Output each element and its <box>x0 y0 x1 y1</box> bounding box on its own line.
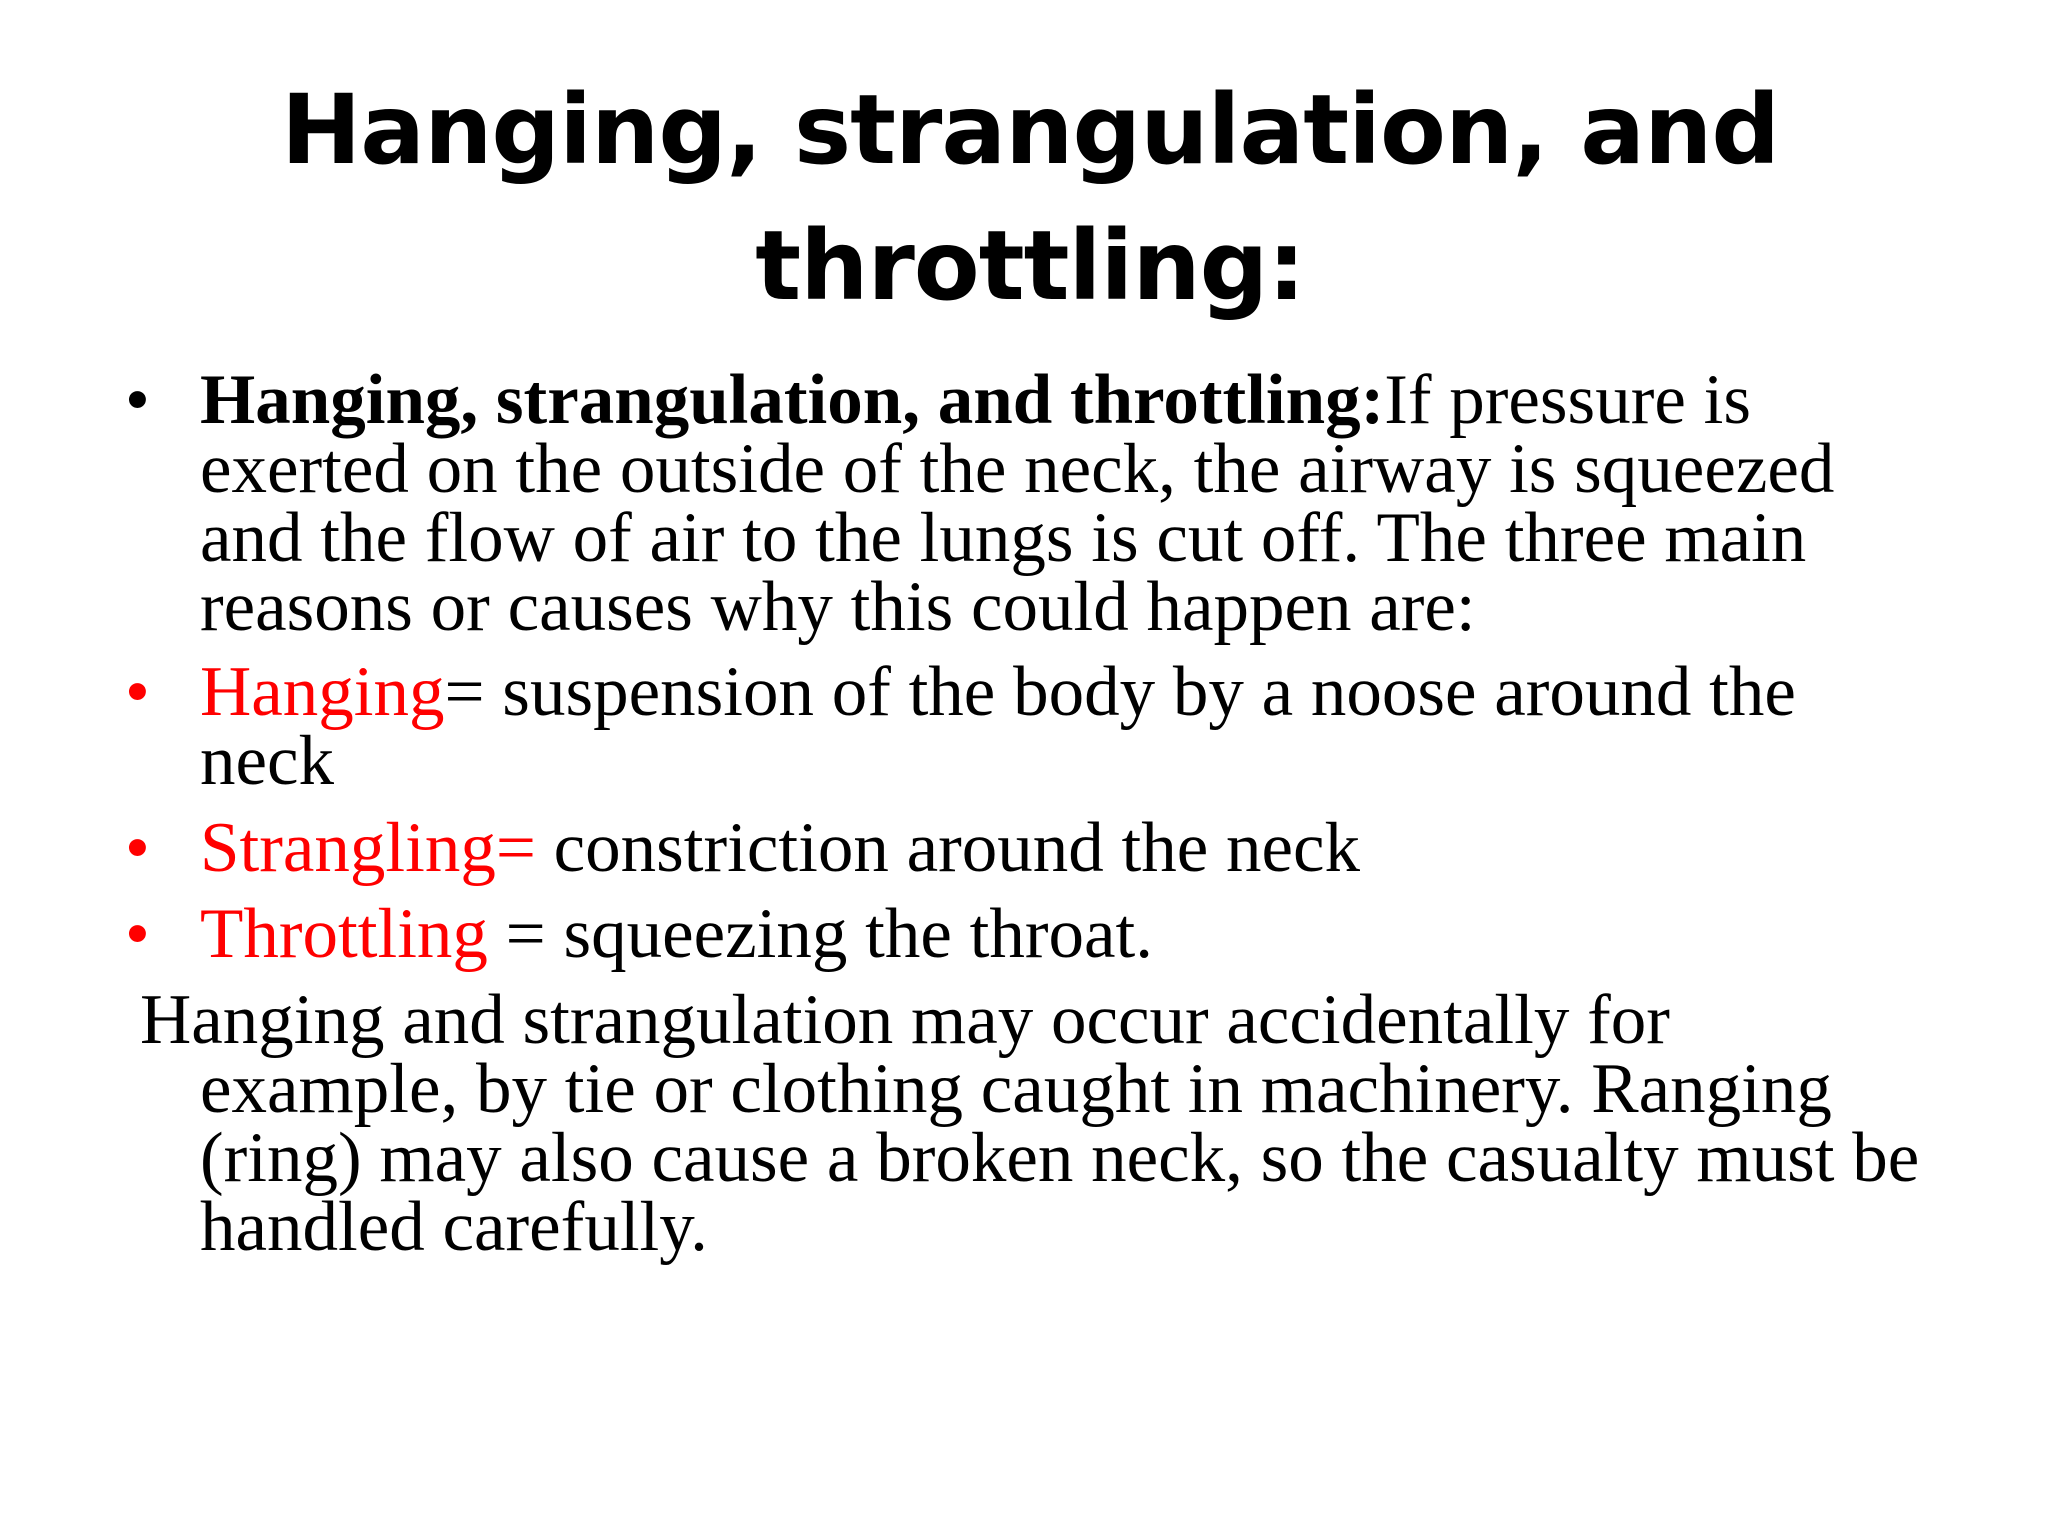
strangling-term: Strangling= <box>200 809 536 887</box>
strangling-definition: constriction around the neck <box>535 809 1361 887</box>
title-line-1: Hanging, strangulation, and <box>280 74 1780 186</box>
title-line-2: throttling: <box>755 210 1305 322</box>
bullet-marker: • <box>125 895 150 973</box>
intro-line-2: exerted on the outside of the neck, the airway is squeezed <box>200 430 1835 508</box>
throttling-term: Throttling <box>200 895 488 973</box>
note-line-1: Hanging and strangulation may occur accidentally for <box>140 981 1670 1059</box>
bullet-marker: • <box>125 653 150 731</box>
bullet-marker: • <box>125 809 150 887</box>
bullet-intro <box>125 361 1980 646</box>
bullet-strangling <box>125 809 1980 887</box>
hanging-definition: = suspension of the body by a noose around the <box>444 653 1796 731</box>
slide-title <box>150 62 1910 334</box>
intro-bold-lead: Hanging, strangulation, and throttling: <box>200 361 1385 439</box>
hanging-definition-line-2: neck <box>200 722 335 800</box>
hanging-term: Hanging <box>200 653 445 731</box>
intro-line-1: If pressure is <box>1384 361 1751 439</box>
bullet-marker: • <box>125 361 150 439</box>
bullet-hanging <box>125 653 1980 800</box>
note-paragraph <box>140 981 1990 1266</box>
note-line-2: example, by tie or clothing caught in machinery. Ranging <box>200 1050 1832 1128</box>
intro-line-4: reasons or causes why this could happen are: <box>200 568 1476 646</box>
bullet-throttling <box>125 895 1980 973</box>
throttling-definition: = squeezing the throat. <box>487 895 1153 973</box>
intro-line-3: and the flow of air to the lungs is cut off. The three main <box>200 499 1807 577</box>
note-line-3: (ring) may also cause a broken neck, so the casualty must be <box>200 1119 1920 1197</box>
note-line-4: handled carefully. <box>200 1188 708 1266</box>
